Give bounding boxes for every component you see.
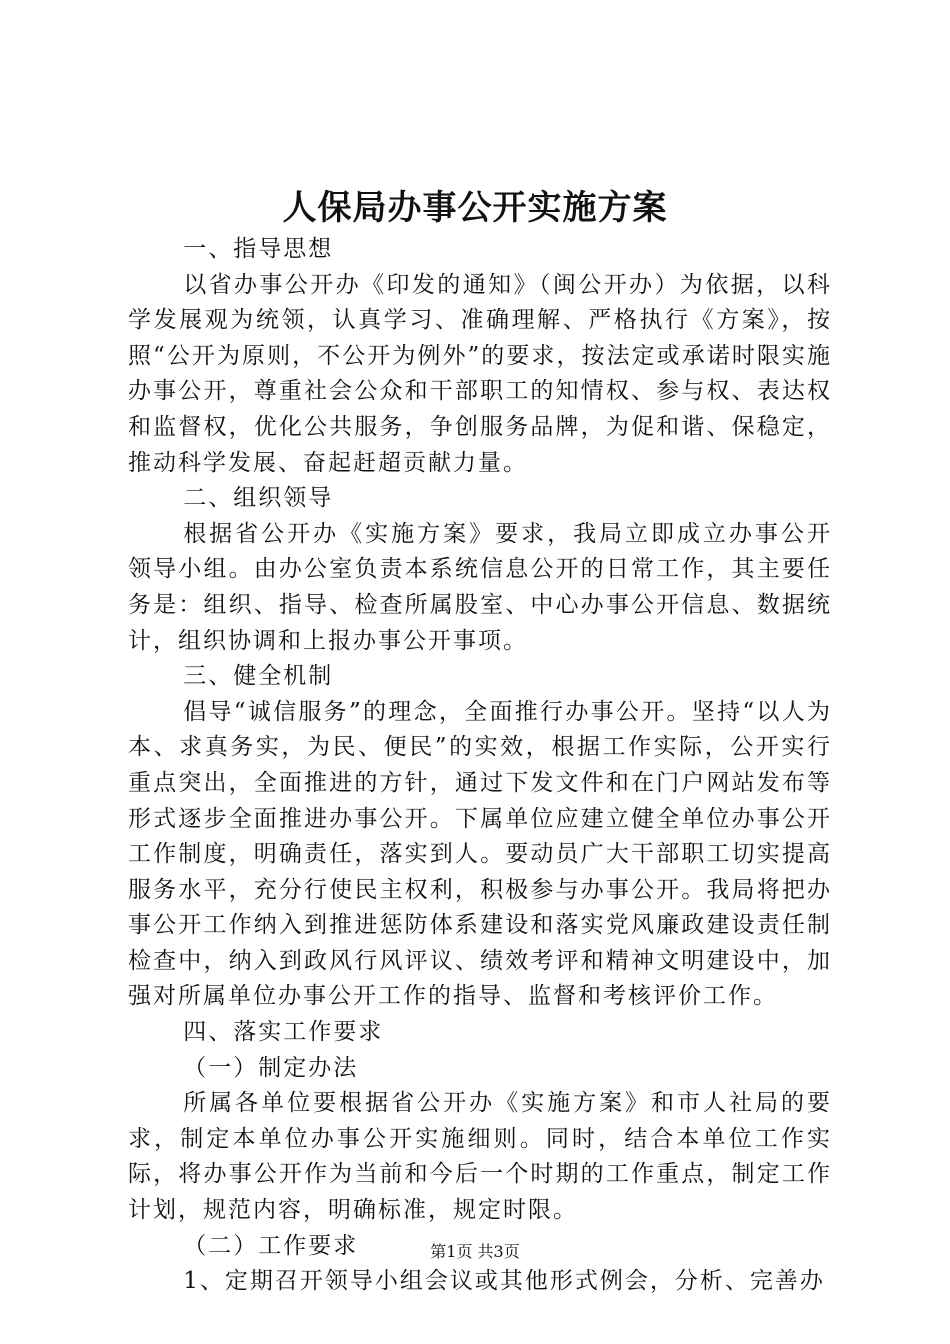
subsection-paragraph-4-1: 所属各单位要根据省公开办《实施方案》和市人社局的要求，制定本单位办事公开实施细则。同时，结合本单位工作实际，将办事公开作为当前和今后一个时期的工作重点，制定工作计划，规范内容，明确标准，规定时限。 [128,1090,832,1224]
section-paragraph-2: 根据省公开办《实施方案》要求，我局立即成立办事公开领导小组。由办公室负责本系统信息公开的日常工作，其主要任务是：组织、指导、检查所属股室、中心办事公开信息、数据统计，组织协调和上报办事公开事项。 [128,520,832,654]
page-number-footer: 第1页 共3页 [430,1242,520,1261]
subsection-heading-4-2: （二）工作要求 [183,1232,359,1259]
document-title: 人保局办事公开实施方案 [282,188,668,228]
section-heading-4: 四、落实工作要求 [183,1019,384,1046]
section-heading-3: 三、健全机制 [183,663,334,690]
section-paragraph-3: 倡导“诚信服务”的理念，全面推行办事公开。坚持“以人为本、求真务实，为民、便民”的实效，根据工作实际，公开实行重点突出，全面推进的方针，通过下发文件和在门户网站发布等形式逐步全面推进办事公开。下属单位应建立健全单位办事公开工作制度，明确责任，落实到人。要动员广大干部职工切实提高服务水平，充分行使民主权利，积极参与办事公开。我局将把办事公开工作纳入到推进惩防体系建设和落实党风廉政建设责任制检查中，纳入到政风行风评议、绩效考评和精神文明建设中，加强对所属单位办事公开工作的指导、监督和考核评价工作。 [128,698,832,1010]
section-heading-2: 二、组织领导 [183,485,334,512]
section-heading-1: 一、指导思想 [183,236,334,262]
subsection-item-4-2-1: 1、定期召开领导小组会议或其他形式例会，分析、完善办 [183,1268,825,1295]
subsection-heading-4-1: （一）制定办法 [183,1054,359,1081]
document-body [128,232,832,1300]
section-paragraph-1: 以省办事公开办《印发的通知》（闽公开办）为依据，以科学发展观为统领，认真学习、准确理解、严格执行《方案》，按照“公开为原则，不公开为例外”的要求，按法定或承诺时限实施办事公开，尊重社会公众和干部职工的知情权、参与权、表达权和监督权，优化公共服务，争创服务品牌，为促和谐、保稳定，推动科学发展、奋起赶超贡献力量。 [128,271,832,476]
